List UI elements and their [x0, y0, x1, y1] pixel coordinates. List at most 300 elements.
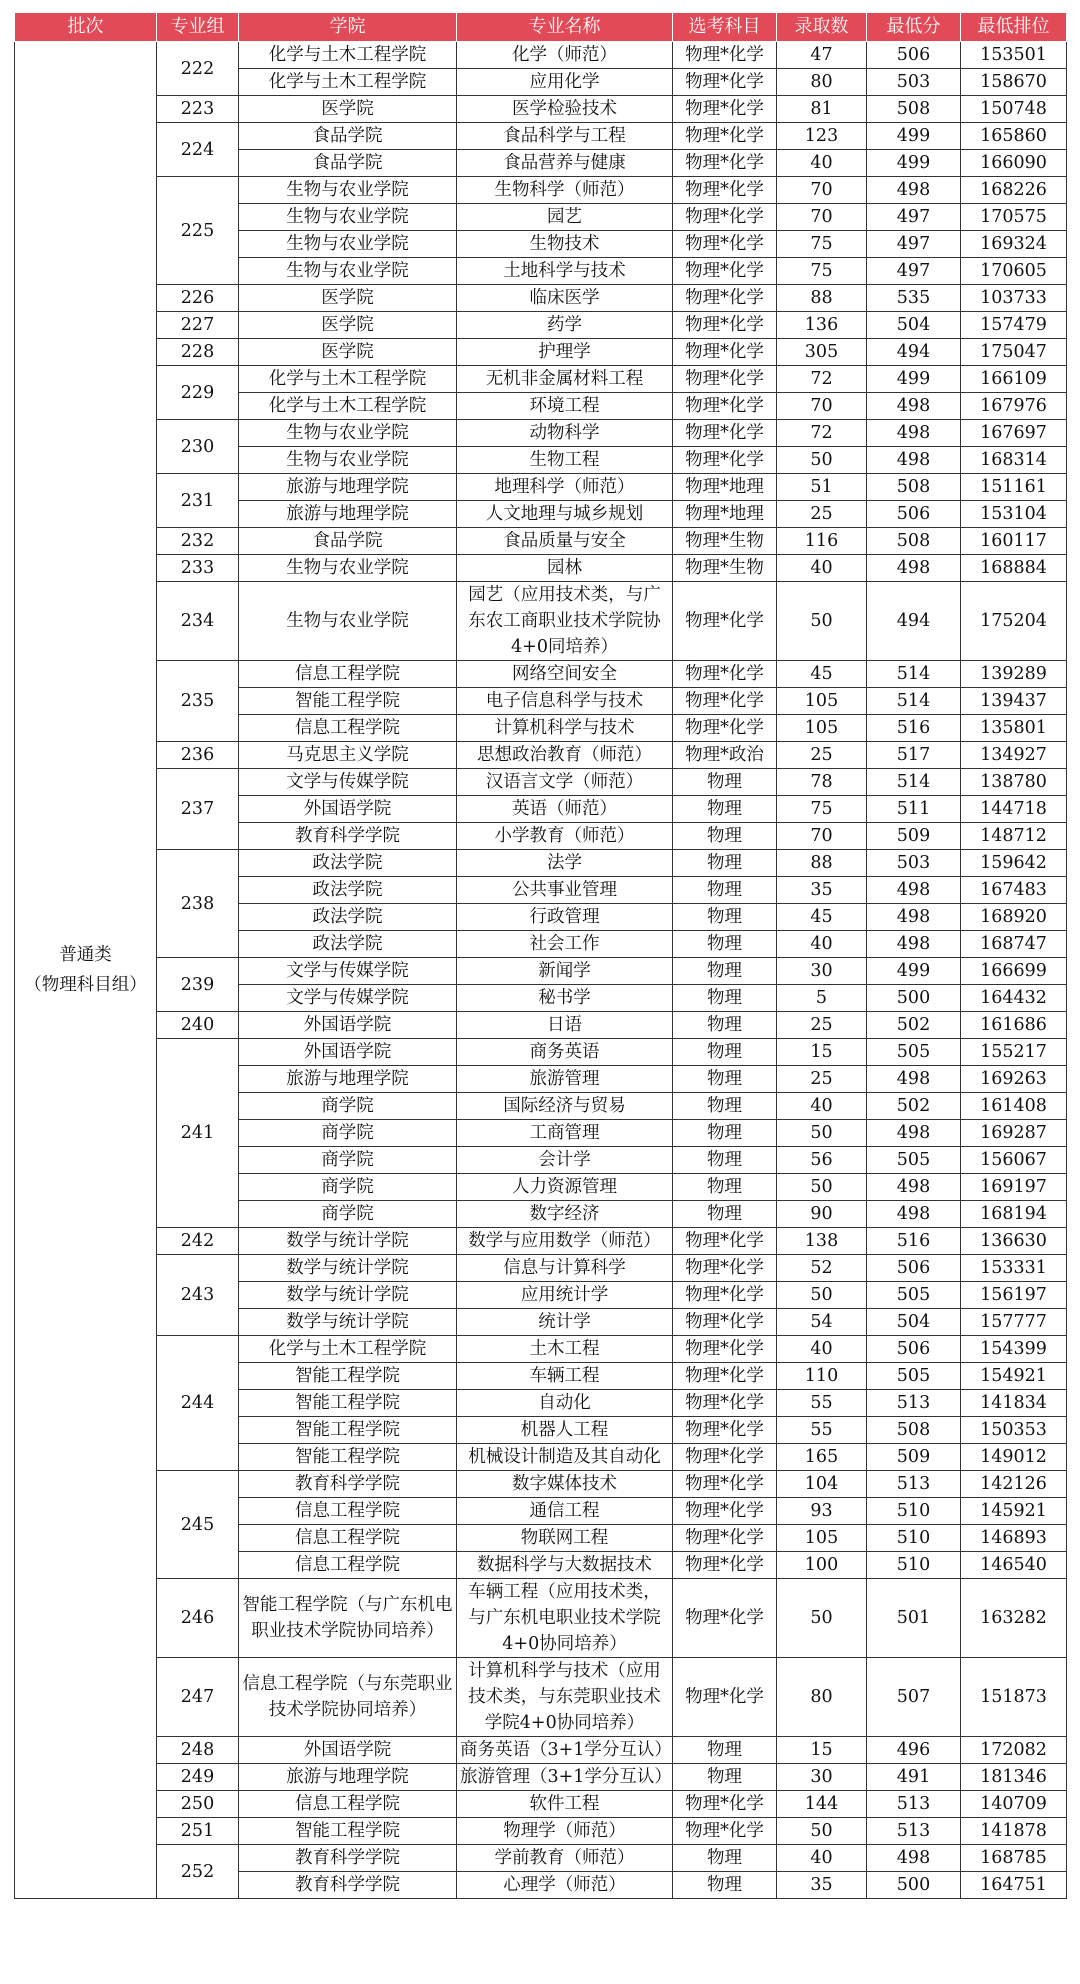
major-cell: 学前教育（师范）: [457, 1845, 673, 1872]
admitted-cell: 50: [777, 1120, 867, 1147]
admitted-cell: 105: [777, 715, 867, 742]
major-cell: 会计学: [457, 1147, 673, 1174]
group-code-cell: 244: [157, 1336, 239, 1471]
subjects-cell: 物理*化学: [673, 1525, 777, 1552]
admitted-cell: 40: [777, 931, 867, 958]
subjects-cell: 物理*化学: [673, 312, 777, 339]
group-code-cell: 233: [157, 555, 239, 582]
subjects-cell: 物理: [673, 1201, 777, 1228]
admitted-cell: 80: [777, 69, 867, 96]
group-code-cell: 225: [157, 177, 239, 285]
min-score-cell: 498: [867, 877, 961, 904]
admitted-cell: 50: [777, 582, 867, 661]
admitted-cell: 90: [777, 1201, 867, 1228]
group-code-cell: 243: [157, 1255, 239, 1336]
min-score-cell: 510: [867, 1552, 961, 1579]
table-row: [15, 850, 1067, 877]
major-cell: 旅游管理（3+1学分互认）: [457, 1764, 673, 1791]
min-rank-cell: 138780: [961, 769, 1067, 796]
group-code-cell: 229: [157, 366, 239, 420]
group-code-cell: 235: [157, 661, 239, 742]
college-cell: 生物与农业学院: [239, 447, 457, 474]
college-cell: 医学院: [239, 312, 457, 339]
major-cell: 医学检验技术: [457, 96, 673, 123]
college-cell: 教育科学学院: [239, 1872, 457, 1899]
min-rank-cell: 140709: [961, 1791, 1067, 1818]
min-score-cell: 506: [867, 42, 961, 69]
table-row: [15, 1845, 1067, 1872]
min-rank-cell: 153501: [961, 42, 1067, 69]
college-cell: 商学院: [239, 1147, 457, 1174]
subjects-cell: 物理: [673, 1845, 777, 1872]
admitted-cell: 81: [777, 96, 867, 123]
major-cell: 工商管理: [457, 1120, 673, 1147]
group-code-cell: 242: [157, 1228, 239, 1255]
college-cell: 教育科学学院: [239, 823, 457, 850]
admitted-cell: 47: [777, 42, 867, 69]
subjects-cell: 物理*化学: [673, 447, 777, 474]
group-code-cell: 223: [157, 96, 239, 123]
major-cell: 汉语言文学（师范）: [457, 769, 673, 796]
min-rank-cell: 141878: [961, 1818, 1067, 1845]
min-score-cell: 504: [867, 312, 961, 339]
min-rank-cell: 157479: [961, 312, 1067, 339]
min-score-cell: 498: [867, 1066, 961, 1093]
major-cell: 信息与计算科学: [457, 1255, 673, 1282]
min-rank-cell: 153104: [961, 501, 1067, 528]
min-score-cell: 517: [867, 742, 961, 769]
admitted-cell: 45: [777, 904, 867, 931]
admitted-cell: 50: [777, 447, 867, 474]
college-cell: 数学与统计学院: [239, 1228, 457, 1255]
college-cell: 旅游与地理学院: [239, 1066, 457, 1093]
admitted-cell: 50: [777, 1818, 867, 1845]
major-cell: 计算机科学与技术（应用技术类，与东莞职业技术学院4+0协同培养）: [457, 1658, 673, 1737]
subjects-cell: 物理*地理: [673, 501, 777, 528]
college-cell: 生物与农业学院: [239, 420, 457, 447]
min-rank-cell: 164432: [961, 985, 1067, 1012]
min-score-cell: 497: [867, 231, 961, 258]
college-cell: 教育科学学院: [239, 1471, 457, 1498]
admitted-cell: 72: [777, 366, 867, 393]
major-cell: 机械设计制造及其自动化: [457, 1444, 673, 1471]
min-rank-cell: 167697: [961, 420, 1067, 447]
college-cell: 旅游与地理学院: [239, 474, 457, 501]
min-score-cell: 506: [867, 1255, 961, 1282]
subjects-cell: 物理: [673, 1147, 777, 1174]
admitted-cell: 138: [777, 1228, 867, 1255]
admitted-cell: 40: [777, 1336, 867, 1363]
major-cell: 车辆工程: [457, 1363, 673, 1390]
major-cell: 土地科学与技术: [457, 258, 673, 285]
major-cell: 化学（师范）: [457, 42, 673, 69]
min-score-cell: 508: [867, 1417, 961, 1444]
subjects-cell: 物理*化学: [673, 231, 777, 258]
min-score-cell: 503: [867, 850, 961, 877]
college-cell: 文学与传媒学院: [239, 985, 457, 1012]
admitted-cell: 88: [777, 850, 867, 877]
college-cell: 医学院: [239, 285, 457, 312]
table-row: [15, 42, 1067, 69]
admitted-cell: 35: [777, 1872, 867, 1899]
group-code-cell: 249: [157, 1764, 239, 1791]
min-score-cell: 505: [867, 1039, 961, 1066]
admitted-cell: 52: [777, 1255, 867, 1282]
min-score-cell: 513: [867, 1791, 961, 1818]
major-cell: 行政管理: [457, 904, 673, 931]
min-score-cell: 498: [867, 1174, 961, 1201]
min-rank-cell: 169287: [961, 1120, 1067, 1147]
batch-sublabel: （物理科目组）: [24, 975, 147, 995]
min-rank-cell: 168920: [961, 904, 1067, 931]
min-score-cell: 510: [867, 1525, 961, 1552]
subjects-cell: 物理*化学: [673, 96, 777, 123]
college-cell: 商学院: [239, 1174, 457, 1201]
group-code-cell: 237: [157, 769, 239, 850]
college-cell: 商学院: [239, 1093, 457, 1120]
table-row: [15, 1579, 1067, 1658]
major-cell: 网络空间安全: [457, 661, 673, 688]
admitted-cell: 75: [777, 796, 867, 823]
min-rank-cell: 166699: [961, 958, 1067, 985]
group-code-cell: 226: [157, 285, 239, 312]
admitted-cell: 25: [777, 742, 867, 769]
college-cell: 信息工程学院: [239, 715, 457, 742]
min-score-cell: 499: [867, 150, 961, 177]
table-row: [15, 1658, 1067, 1737]
college-cell: 数学与统计学院: [239, 1282, 457, 1309]
min-rank-cell: 134927: [961, 742, 1067, 769]
college-cell: 教育科学学院: [239, 1845, 457, 1872]
major-cell: 生物技术: [457, 231, 673, 258]
major-cell: 药学: [457, 312, 673, 339]
major-cell: 生物科学（师范）: [457, 177, 673, 204]
admitted-cell: 110: [777, 1363, 867, 1390]
admitted-cell: 50: [777, 1174, 867, 1201]
min-score-cell: 513: [867, 1471, 961, 1498]
min-rank-cell: 164751: [961, 1872, 1067, 1899]
table-row: [15, 1471, 1067, 1498]
min-score-cell: 498: [867, 555, 961, 582]
subjects-cell: 物理*化学: [673, 69, 777, 96]
group-code-cell: 252: [157, 1845, 239, 1899]
subjects-cell: 物理*化学: [673, 150, 777, 177]
major-cell: 思想政治教育（师范）: [457, 742, 673, 769]
college-cell: 政法学院: [239, 904, 457, 931]
subjects-cell: 物理: [673, 877, 777, 904]
subjects-cell: 物理*化学: [673, 1309, 777, 1336]
table-row: [15, 1818, 1067, 1845]
subjects-cell: 物理*化学: [673, 688, 777, 715]
admission-table-container: [14, 12, 1066, 1899]
major-cell: 人力资源管理: [457, 1174, 673, 1201]
college-cell: 外国语学院: [239, 796, 457, 823]
major-cell: 心理学（师范）: [457, 1872, 673, 1899]
subjects-cell: 物理*化学: [673, 1818, 777, 1845]
admitted-cell: 93: [777, 1498, 867, 1525]
college-cell: 化学与土木工程学院: [239, 69, 457, 96]
min-rank-cell: 161408: [961, 1093, 1067, 1120]
admitted-cell: 54: [777, 1309, 867, 1336]
min-score-cell: 498: [867, 447, 961, 474]
min-score-cell: 509: [867, 823, 961, 850]
batch-cell: [15, 42, 157, 1899]
admitted-cell: 144: [777, 1791, 867, 1818]
min-rank-cell: 103733: [961, 285, 1067, 312]
table-row: [15, 769, 1067, 796]
major-cell: 小学教育（师范）: [457, 823, 673, 850]
min-score-cell: 498: [867, 1845, 961, 1872]
table-row: [15, 177, 1067, 204]
subjects-cell: 物理*化学: [673, 1791, 777, 1818]
major-cell: 数据科学与大数据技术: [457, 1552, 673, 1579]
table-row: [15, 474, 1067, 501]
table-row: [15, 285, 1067, 312]
college-cell: 智能工程学院: [239, 688, 457, 715]
college-cell: 马克思主义学院: [239, 742, 457, 769]
major-cell: 应用化学: [457, 69, 673, 96]
min-score-cell: 494: [867, 582, 961, 661]
admitted-cell: 25: [777, 1066, 867, 1093]
subjects-cell: 物理: [673, 1764, 777, 1791]
min-score-cell: 498: [867, 904, 961, 931]
min-score-cell: 502: [867, 1093, 961, 1120]
college-cell: 智能工程学院: [239, 1444, 457, 1471]
min-score-cell: 514: [867, 688, 961, 715]
table-row: [15, 1737, 1067, 1764]
table-row: [15, 661, 1067, 688]
college-cell: 商学院: [239, 1201, 457, 1228]
min-score-cell: 501: [867, 1579, 961, 1658]
subjects-cell: 物理*生物: [673, 555, 777, 582]
college-cell: 信息工程学院: [239, 1525, 457, 1552]
college-cell: 政法学院: [239, 850, 457, 877]
min-rank-cell: 166090: [961, 150, 1067, 177]
college-cell: 智能工程学院（与广东机电职业技术学院协同培养）: [239, 1579, 457, 1658]
table-row: [15, 1039, 1067, 1066]
major-cell: 土木工程: [457, 1336, 673, 1363]
subjects-cell: 物理: [673, 1066, 777, 1093]
group-code-cell: 224: [157, 123, 239, 177]
header-row: [15, 13, 1067, 42]
subjects-cell: 物理*化学: [673, 1552, 777, 1579]
min-score-cell: 503: [867, 69, 961, 96]
major-cell: 法学: [457, 850, 673, 877]
table-row: [15, 96, 1067, 123]
subjects-cell: 物理: [673, 985, 777, 1012]
min-score-cell: 508: [867, 528, 961, 555]
min-score-cell: 496: [867, 1737, 961, 1764]
major-cell: 应用统计学: [457, 1282, 673, 1309]
admitted-cell: 80: [777, 1658, 867, 1737]
table-row: [15, 366, 1067, 393]
min-score-cell: 505: [867, 1282, 961, 1309]
group-code-cell: 230: [157, 420, 239, 474]
min-rank-cell: 167976: [961, 393, 1067, 420]
admitted-cell: 30: [777, 958, 867, 985]
admitted-cell: 35: [777, 877, 867, 904]
min-rank-cell: 169324: [961, 231, 1067, 258]
subjects-cell: 物理*地理: [673, 474, 777, 501]
major-cell: 英语（师范）: [457, 796, 673, 823]
admitted-cell: 25: [777, 501, 867, 528]
header-group: 专业组: [157, 13, 239, 42]
subjects-cell: 物理*化学: [673, 366, 777, 393]
major-cell: 人文地理与城乡规划: [457, 501, 673, 528]
min-score-cell: 504: [867, 1309, 961, 1336]
min-score-cell: 497: [867, 258, 961, 285]
admitted-cell: 56: [777, 1147, 867, 1174]
major-cell: 秘书学: [457, 985, 673, 1012]
subjects-cell: 物理*化学: [673, 339, 777, 366]
admitted-cell: 40: [777, 1093, 867, 1120]
batch-label: 普通类: [59, 945, 112, 965]
college-cell: 商学院: [239, 1120, 457, 1147]
subjects-cell: 物理*化学: [673, 1471, 777, 1498]
table-row: [15, 1228, 1067, 1255]
subjects-cell: 物理: [673, 1872, 777, 1899]
min-score-cell: 497: [867, 204, 961, 231]
major-cell: 软件工程: [457, 1791, 673, 1818]
min-rank-cell: 165860: [961, 123, 1067, 150]
admitted-cell: 72: [777, 420, 867, 447]
group-code-cell: 247: [157, 1658, 239, 1737]
min-score-cell: 510: [867, 1498, 961, 1525]
major-cell: 通信工程: [457, 1498, 673, 1525]
subjects-cell: 物理*化学: [673, 1390, 777, 1417]
major-cell: 国际经济与贸易: [457, 1093, 673, 1120]
major-cell: 商务英语: [457, 1039, 673, 1066]
min-rank-cell: 139289: [961, 661, 1067, 688]
subjects-cell: 物理*化学: [673, 1255, 777, 1282]
major-cell: 社会工作: [457, 931, 673, 958]
group-code-cell: 227: [157, 312, 239, 339]
min-rank-cell: 150353: [961, 1417, 1067, 1444]
min-score-cell: 491: [867, 1764, 961, 1791]
min-score-cell: 502: [867, 1012, 961, 1039]
min-rank-cell: 175047: [961, 339, 1067, 366]
min-rank-cell: 161686: [961, 1012, 1067, 1039]
college-cell: 食品学院: [239, 150, 457, 177]
major-cell: 自动化: [457, 1390, 673, 1417]
major-cell: 地理科学（师范）: [457, 474, 673, 501]
college-cell: 数学与统计学院: [239, 1255, 457, 1282]
college-cell: 政法学院: [239, 877, 457, 904]
subjects-cell: 物理*化学: [673, 258, 777, 285]
major-cell: 园艺（应用技术类，与广东农工商职业技术学院协4+0同培养）: [457, 582, 673, 661]
header-major: 专业名称: [457, 13, 673, 42]
min-rank-cell: 142126: [961, 1471, 1067, 1498]
college-cell: 智能工程学院: [239, 1818, 457, 1845]
min-score-cell: 498: [867, 420, 961, 447]
min-rank-cell: 170575: [961, 204, 1067, 231]
min-rank-cell: 168194: [961, 1201, 1067, 1228]
min-rank-cell: 155217: [961, 1039, 1067, 1066]
college-cell: 医学院: [239, 96, 457, 123]
min-rank-cell: 172082: [961, 1737, 1067, 1764]
table-row: [15, 582, 1067, 661]
table-row: [15, 742, 1067, 769]
subjects-cell: 物理*化学: [673, 1444, 777, 1471]
admitted-cell: 75: [777, 231, 867, 258]
min-rank-cell: 154921: [961, 1363, 1067, 1390]
group-code-cell: 222: [157, 42, 239, 96]
subjects-cell: 物理: [673, 1093, 777, 1120]
major-cell: 数学与应用数学（师范）: [457, 1228, 673, 1255]
major-cell: 电子信息科学与技术: [457, 688, 673, 715]
table-row: [15, 1255, 1067, 1282]
college-cell: 文学与传媒学院: [239, 958, 457, 985]
major-cell: 园艺: [457, 204, 673, 231]
major-cell: 食品营养与健康: [457, 150, 673, 177]
min-rank-cell: 163282: [961, 1579, 1067, 1658]
college-cell: 生物与农业学院: [239, 555, 457, 582]
subjects-cell: 物理*化学: [673, 1363, 777, 1390]
header-min-score: 最低分: [867, 13, 961, 42]
min-rank-cell: 139437: [961, 688, 1067, 715]
admitted-cell: 25: [777, 1012, 867, 1039]
college-cell: 信息工程学院: [239, 1552, 457, 1579]
major-cell: 食品质量与安全: [457, 528, 673, 555]
min-rank-cell: 151161: [961, 474, 1067, 501]
min-score-cell: 500: [867, 985, 961, 1012]
table-row: [15, 958, 1067, 985]
college-cell: 食品学院: [239, 123, 457, 150]
group-code-cell: 245: [157, 1471, 239, 1579]
min-rank-cell: 168226: [961, 177, 1067, 204]
admitted-cell: 55: [777, 1390, 867, 1417]
min-rank-cell: 141834: [961, 1390, 1067, 1417]
admitted-cell: 70: [777, 204, 867, 231]
college-cell: 化学与土木工程学院: [239, 393, 457, 420]
subjects-cell: 物理: [673, 769, 777, 796]
header-college: 学院: [239, 13, 457, 42]
admitted-cell: 136: [777, 312, 867, 339]
group-code-cell: 238: [157, 850, 239, 958]
header-min-rank: 最低排位: [961, 13, 1067, 42]
admitted-cell: 105: [777, 688, 867, 715]
major-cell: 护理学: [457, 339, 673, 366]
admitted-cell: 40: [777, 555, 867, 582]
min-rank-cell: 168747: [961, 931, 1067, 958]
subjects-cell: 物理*化学: [673, 177, 777, 204]
min-score-cell: 505: [867, 1363, 961, 1390]
min-rank-cell: 156067: [961, 1147, 1067, 1174]
min-score-cell: 498: [867, 1120, 961, 1147]
min-rank-cell: 169197: [961, 1174, 1067, 1201]
min-score-cell: 506: [867, 1336, 961, 1363]
min-score-cell: 505: [867, 1147, 961, 1174]
group-code-cell: 250: [157, 1791, 239, 1818]
major-cell: 机器人工程: [457, 1417, 673, 1444]
admitted-cell: 70: [777, 823, 867, 850]
admitted-cell: 15: [777, 1737, 867, 1764]
subjects-cell: 物理: [673, 1039, 777, 1066]
college-cell: 化学与土木工程学院: [239, 1336, 457, 1363]
subjects-cell: 物理: [673, 1737, 777, 1764]
min-rank-cell: 149012: [961, 1444, 1067, 1471]
college-cell: 文学与传媒学院: [239, 769, 457, 796]
table-row: [15, 1012, 1067, 1039]
major-cell: 日语: [457, 1012, 673, 1039]
admitted-cell: 51: [777, 474, 867, 501]
college-cell: 外国语学院: [239, 1039, 457, 1066]
min-rank-cell: 135801: [961, 715, 1067, 742]
min-score-cell: 514: [867, 769, 961, 796]
college-cell: 智能工程学院: [239, 1363, 457, 1390]
min-score-cell: 508: [867, 96, 961, 123]
header-subjects: 选考科目: [673, 13, 777, 42]
